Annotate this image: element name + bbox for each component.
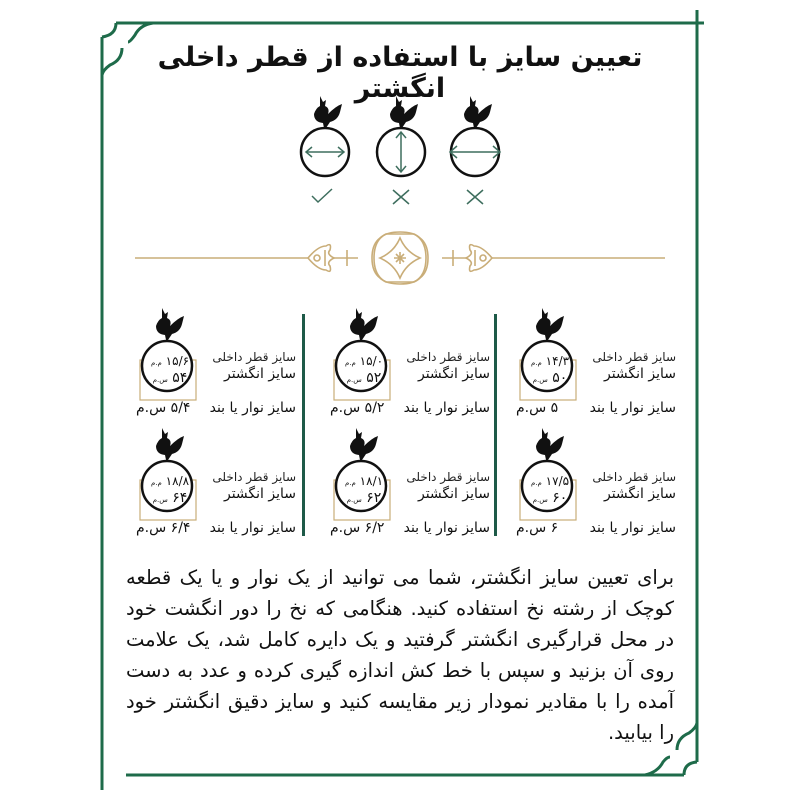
checkmark-icon — [312, 189, 332, 202]
band-size-label: سایز نوار یا بند — [403, 520, 490, 536]
band-size-value: ۶/۲ س.م — [330, 520, 385, 536]
size-entry — [326, 304, 506, 416]
ring-size-label: سایز انگشتر — [417, 486, 490, 502]
cross-icon — [467, 190, 483, 204]
size-entry — [132, 424, 312, 536]
inner-diameter-value: ۱۵/۶ م.م — [150, 354, 190, 368]
ornamental-divider — [130, 228, 670, 288]
ring-size-label: سایز انگشتر — [223, 366, 296, 382]
ring-size-value: ۶۰ س.م — [532, 490, 568, 506]
inner-diameter-value: ۱۸/۱ م.م — [344, 474, 384, 488]
rooster-icon — [350, 308, 378, 340]
inner-diameter-value: ۱۴/۳ م.م — [530, 354, 570, 368]
cross-icon — [393, 190, 409, 204]
inner-diameter-value: ۱۵/۰ م.م — [344, 354, 384, 368]
inner-diameter-value: ۱۷/۵ م.م — [530, 474, 570, 488]
rooster-icon — [314, 96, 342, 128]
demo-wrong-outer — [440, 92, 510, 212]
ring-size-value: ۶۲ س.م — [346, 490, 382, 506]
inner-diameter-label: سایز قطر داخلی — [212, 470, 296, 484]
size-entry — [326, 424, 506, 536]
demo-wrong-vertical — [366, 92, 436, 212]
band-size-value: ۵ س.م — [516, 400, 559, 416]
band-size-label: سایز نوار یا بند — [403, 400, 490, 416]
rooster-icon — [156, 428, 184, 460]
band-size-value: ۵/۲ س.م — [330, 400, 385, 416]
rooster-icon — [390, 96, 418, 128]
band-size-label: سایز نوار یا بند — [589, 400, 676, 416]
size-entry — [512, 304, 692, 416]
ring-size-label: سایز انگشتر — [417, 366, 490, 382]
vertical-arrow-icon — [396, 132, 406, 172]
ring-size-label: سایز انگشتر — [603, 486, 676, 502]
horizontal-arrow-icon — [306, 147, 344, 157]
band-size-value: ۵/۴ س.م — [136, 400, 191, 416]
rooster-icon — [536, 308, 564, 340]
rooster-icon — [464, 96, 492, 128]
band-size-label: سایز نوار یا بند — [209, 520, 296, 536]
band-size-label: سایز نوار یا بند — [209, 400, 296, 416]
horizontal-outer-arrow-icon — [450, 146, 500, 158]
ring-size-label: سایز انگشتر — [223, 486, 296, 502]
instructions-paragraph: برای تعیین سایز انگشتر، شما می توانید از یک نوار و یا یک قطعه کوچک از رشته نخ استفاده کنید. هنگامی که نخ را دور انگشت خود در محل قرارگیری انگشتر گرفتید و یک دایره کامل شد، یک علامت روی آن بزنید و سپس با خط کش اندازه گیری کرده و عدد به دست آمده را با مقادیر نمودار زیر مقایسه کنید و سایز دقیق انگشتر خود را بیابید. — [126, 566, 674, 744]
rooster-icon — [156, 308, 184, 340]
ring-size-value: ۵۰ س.م — [532, 370, 568, 386]
band-size-value: ۶/۴ س.م — [136, 520, 191, 536]
size-entry — [132, 304, 312, 416]
band-size-label: سایز نوار یا بند — [589, 520, 676, 536]
size-entry — [512, 424, 692, 536]
ring-size-value: ۵۴ س.م — [152, 370, 188, 386]
demo-correct-inner-diameter — [290, 92, 360, 212]
page-title: تعیین سایز با استفاده از قطر داخلی انگشتر — [157, 42, 643, 104]
band-size-value: ۶ س.م — [516, 520, 559, 536]
ring-size-value: ۵۲ س.م — [346, 370, 382, 386]
inner-diameter-label: سایز قطر داخلی — [406, 350, 490, 364]
inner-diameter-label: سایز قطر داخلی — [592, 350, 676, 364]
inner-diameter-label: سایز قطر داخلی — [212, 350, 296, 364]
ring-size-value: ۶۴ س.م — [152, 490, 188, 506]
inner-diameter-label: سایز قطر داخلی — [406, 470, 490, 484]
rooster-icon — [536, 428, 564, 460]
inner-diameter-value: ۱۸/۸ م.م — [150, 474, 190, 488]
ring-size-label: سایز انگشتر — [603, 366, 676, 382]
inner-diameter-label: سایز قطر داخلی — [592, 470, 676, 484]
rooster-icon — [350, 428, 378, 460]
